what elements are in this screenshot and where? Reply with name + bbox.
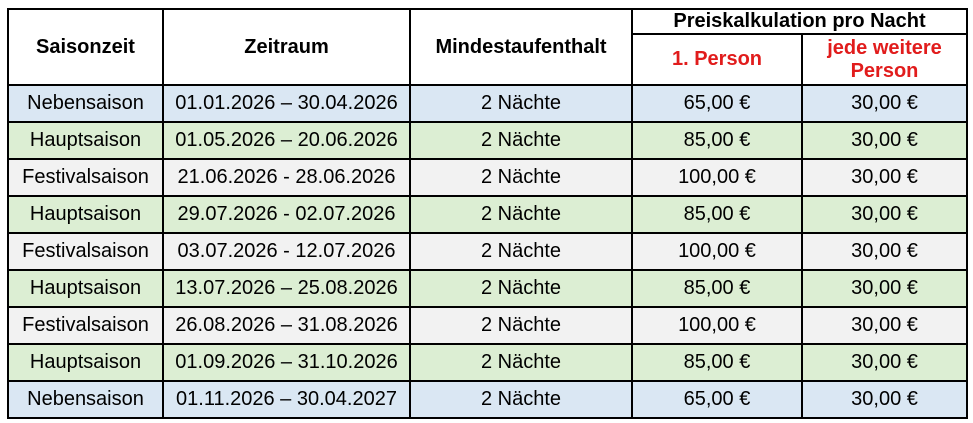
period-cell: 26.08.2026 – 31.08.2026 <box>163 307 410 344</box>
min-stay-cell: 2 Nächte <box>410 381 632 418</box>
min-stay-cell: 2 Nächte <box>410 233 632 270</box>
period-cell: 01.01.2026 – 30.04.2026 <box>163 85 410 122</box>
price-additional-person-cell: 30,00 € <box>802 122 967 159</box>
min-stay-cell: 2 Nächte <box>410 122 632 159</box>
price-additional-person-cell: 30,00 € <box>802 270 967 307</box>
season-cell: Hauptsaison <box>8 270 163 307</box>
period-cell: 01.09.2026 – 31.10.2026 <box>163 344 410 381</box>
table-row <box>8 233 967 270</box>
price-first-person-cell: 85,00 € <box>632 122 802 159</box>
table-row <box>8 307 967 344</box>
season-price-table <box>7 8 968 419</box>
price-first-person-cell: 100,00 € <box>632 159 802 196</box>
table-row <box>8 381 967 418</box>
min-stay-cell: 2 Nächte <box>410 196 632 233</box>
min-stay-cell: 2 Nächte <box>410 344 632 381</box>
period-cell: 03.07.2026 - 12.07.2026 <box>163 233 410 270</box>
table-row <box>8 159 967 196</box>
column-header-price-group: Preiskalkulation pro Nacht <box>632 9 967 34</box>
season-cell: Nebensaison <box>8 85 163 122</box>
min-stay-cell: 2 Nächte <box>410 307 632 344</box>
price-additional-person-cell: 30,00 € <box>802 344 967 381</box>
min-stay-cell: 2 Nächte <box>410 159 632 196</box>
column-header-period: Zeitraum <box>163 9 410 85</box>
min-stay-cell: 2 Nächte <box>410 85 632 122</box>
price-additional-person-cell: 30,00 € <box>802 233 967 270</box>
price-first-person-cell: 65,00 € <box>632 381 802 418</box>
season-cell: Festivalsaison <box>8 233 163 270</box>
price-additional-person-cell: 30,00 € <box>802 196 967 233</box>
period-cell: 29.07.2026 - 02.07.2026 <box>163 196 410 233</box>
table-row <box>8 270 967 307</box>
price-first-person-cell: 100,00 € <box>632 233 802 270</box>
price-first-person-cell: 85,00 € <box>632 270 802 307</box>
price-additional-person-cell: 30,00 € <box>802 307 967 344</box>
price-first-person-cell: 100,00 € <box>632 307 802 344</box>
price-additional-person-cell: 30,00 € <box>802 85 967 122</box>
period-cell: 21.06.2026 - 28.06.2026 <box>163 159 410 196</box>
season-cell: Hauptsaison <box>8 122 163 159</box>
price-additional-person-cell: 30,00 € <box>802 159 967 196</box>
period-cell: 01.05.2026 – 20.06.2026 <box>163 122 410 159</box>
season-cell: Festivalsaison <box>8 307 163 344</box>
table-row <box>8 344 967 381</box>
min-stay-cell: 2 Nächte <box>410 270 632 307</box>
season-cell: Hauptsaison <box>8 196 163 233</box>
period-cell: 01.11.2026 – 30.04.2027 <box>163 381 410 418</box>
column-header-first-person: 1. Person <box>632 34 802 85</box>
table-row <box>8 122 967 159</box>
table-row <box>8 196 967 233</box>
price-first-person-cell: 85,00 € <box>632 196 802 233</box>
column-header-additional-person: jede weitere Person <box>802 34 967 85</box>
season-cell: Festivalsaison <box>8 159 163 196</box>
column-header-min-stay: Mindestaufenthalt <box>410 9 632 85</box>
column-header-season: Saisonzeit <box>8 9 163 85</box>
price-first-person-cell: 85,00 € <box>632 344 802 381</box>
header-row-group <box>8 9 967 34</box>
season-cell: Hauptsaison <box>8 344 163 381</box>
price-additional-person-cell: 30,00 € <box>802 381 967 418</box>
table-row <box>8 85 967 122</box>
season-cell: Nebensaison <box>8 381 163 418</box>
period-cell: 13.07.2026 – 25.08.2026 <box>163 270 410 307</box>
price-first-person-cell: 65,00 € <box>632 85 802 122</box>
